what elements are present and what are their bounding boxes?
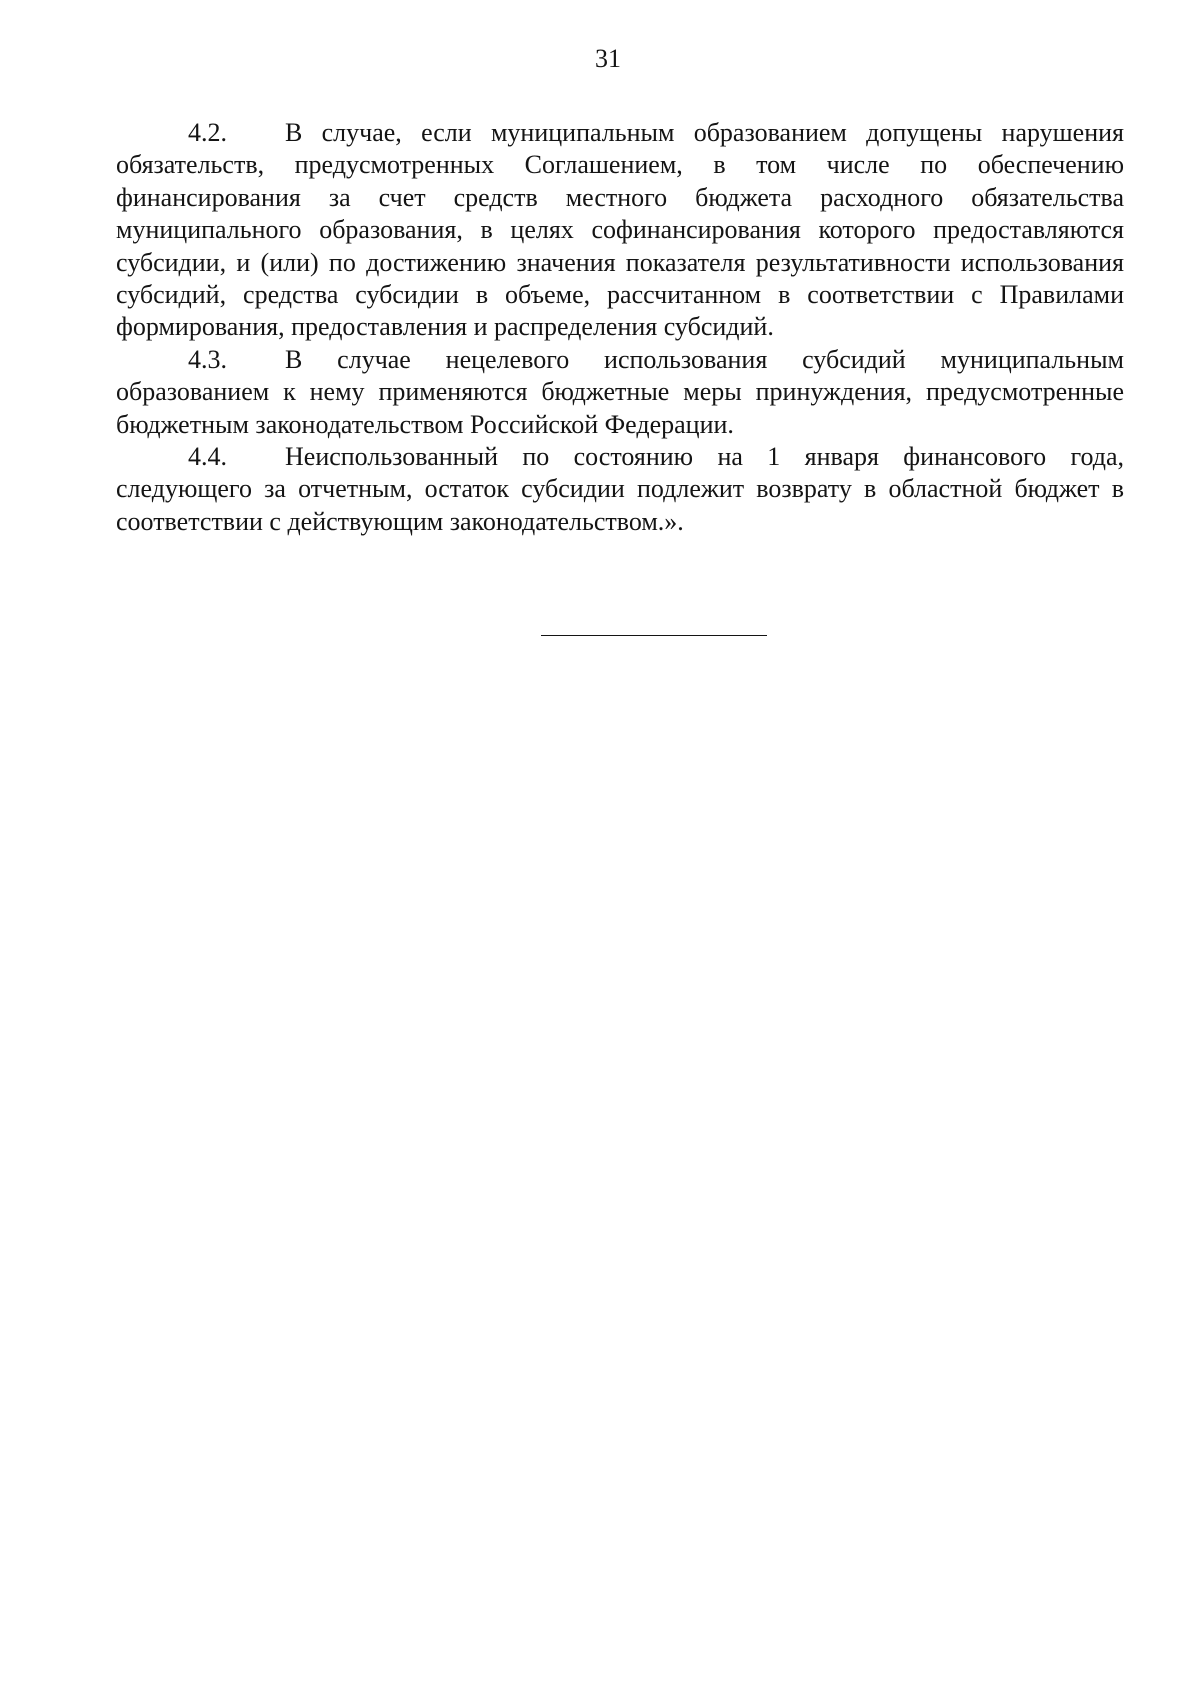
paragraph-4-4 [116, 441, 1124, 538]
document-body [116, 117, 1124, 538]
paragraph-text: В случае, если муниципальным образованием допущены нарушения обязательств, предусмотренных Соглашением, в том числе по обеспечению финансирования за счет средств местного бюджета расходного обязательства муниципального образования, в целях софинансирования которого предоставляются субсидии, и (или) по достижению значения показателя результативности использования субсидий, средства субсидии в объеме, рассчитанном в соответствии с Правилами формирования, предоставления и распределения субсидий. [116, 118, 1124, 342]
paragraph-text: В случае нецелевого использования субсидий муниципальным образованием к нему применяются бюджетные меры принуждения, предусмотренные бюджетным законодательством Российской Федерации. [116, 344, 1124, 439]
paragraph-4-2 [116, 117, 1124, 344]
paragraph-number: 4.3. [188, 344, 227, 374]
paragraph-number: 4.2. [188, 118, 227, 147]
paragraph-number: 4.4. [188, 442, 227, 472]
end-separator-line [541, 635, 767, 636]
page-number: 31 [595, 44, 621, 73]
paragraph-4-3 [116, 344, 1124, 441]
paragraph-text: Неиспользованный по состоянию на 1 января финансового года, следующего за отчетным, остаток субсидии подлежит возврату в областной бюджет в соответствии с действующим законодательством.». [116, 442, 1124, 536]
